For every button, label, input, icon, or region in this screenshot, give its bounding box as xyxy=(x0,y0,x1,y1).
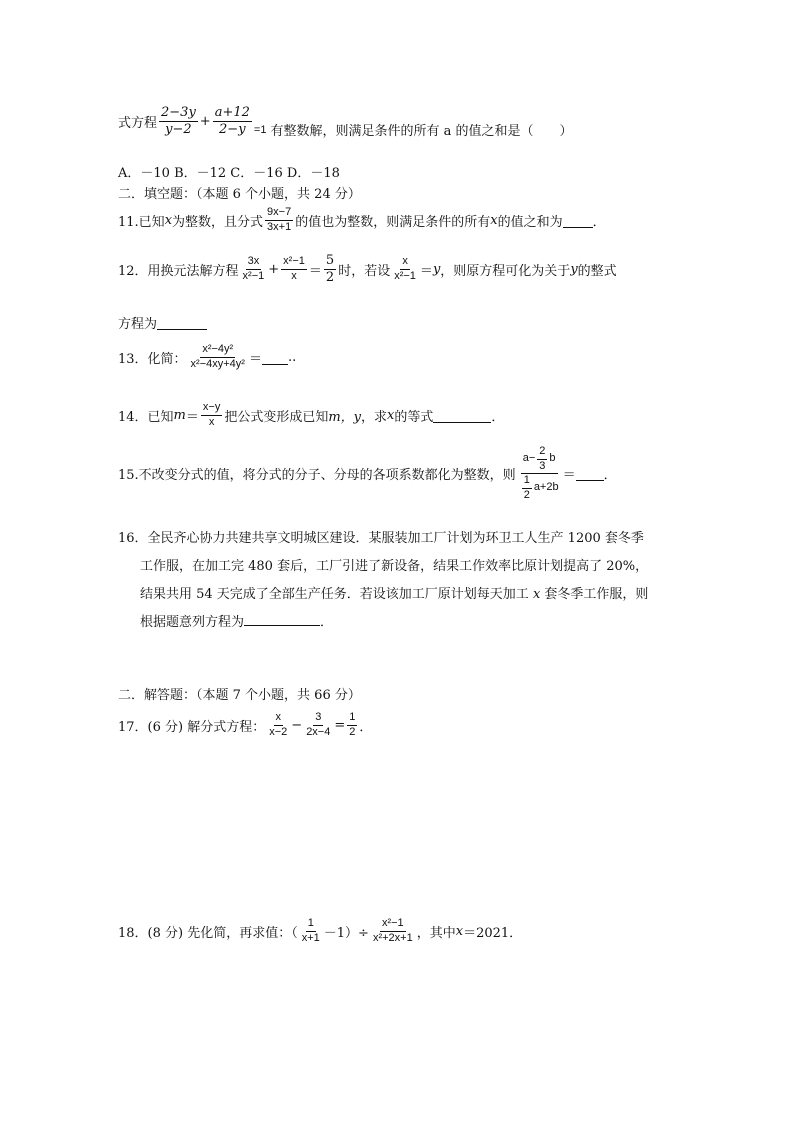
q13-answer-blank[interactable] xyxy=(262,350,288,365)
q11-answer-blank[interactable] xyxy=(563,213,593,228)
q15-complex-fraction: a− $\frac{2}{3}$ b $\frac{1}{2}$ a+2b xyxy=(522,445,559,501)
q10-prefix: 式方程 xyxy=(118,116,158,131)
q12-answer-blank[interactable] xyxy=(157,315,207,330)
q10-fraction-2: $\frac{a+12}{2-y}$ xyxy=(214,105,250,137)
q14-fraction: $\frac{x-y}{x}$ xyxy=(202,401,221,428)
section-solve-title: 二．解答题：（本题 7 个小题，共 66 分） xyxy=(118,688,361,703)
q18-fraction-1: $\frac{1}{x+1}$ xyxy=(301,917,320,944)
q14-answer-blank[interactable] xyxy=(433,408,491,423)
q11: 11.已知 x 为整数，且分式 $\frac{9x-7}{3x+1}$ 的值也为整数，则满足条件的所有 x 的值之和为 ． xyxy=(118,206,606,233)
q17-fraction-2: $\frac{3}{2x-4}$ xyxy=(306,711,331,738)
q10-line: 式方程 $\frac{2-3y}{y-2}$ + $\frac{a+12}{2-y}$ =1 有整数解，则满足条件的所有 a 的值之和是（ ） xyxy=(118,105,573,139)
section-fill-blank-title: 二．填空题：（本题 6 个小题，共 24 分） xyxy=(118,187,361,202)
q10-options: A．－10 B．－12 C．－16 D．－18 xyxy=(118,166,340,181)
q12-fraction-3: $\frac{5}{2}$ xyxy=(325,253,335,285)
q12-line2: 方程为 xyxy=(118,313,207,332)
q12-fraction-2: $\frac{\text{x²−1}}{x}$ xyxy=(283,255,305,282)
q12-fraction-4: $\frac{x}{\text{x²−1}}$ xyxy=(394,255,416,282)
q12-fraction-1: $\frac{3x}{\text{x²−1}}$ xyxy=(242,255,265,282)
q15: 15.不改变分式的值，将分式的分子、分母的各项系数都化为整数，则 a− $\frac{2}{3}$ b $\frac{1}{2}$ a+2b ＝ ． xyxy=(118,445,617,501)
q11-fraction: $\frac{9x-7}{3x+1}$ xyxy=(267,206,292,233)
q18-fraction-2: $\frac{\text{x²−1}}{\text{x²+2x+1}}$ xyxy=(372,917,413,944)
q15-answer-blank[interactable] xyxy=(576,466,604,481)
q10-fraction-1: $\frac{2-3y}{y-2}$ xyxy=(161,105,196,137)
q18: 18．(8 分) 先化简，再求值：（ $\frac{1}{x+1}$ －1）÷ $\frac{\text{x²−1}}{\text{x²+2x+1}}$ ，其中 x ＝2021． xyxy=(118,917,523,944)
q12: 12．用换元法解方程 $\frac{3x}{\text{x²−1}}$ + $\frac{\text{x²−1}}{x}$ ＝ $\frac{5}{2}$ 时，若设 $\frac{x}{\text{x²−1}}$ ＝ y ，则原方程可化为关于 y 的整式 xyxy=(118,253,617,285)
q17-fraction-3: $\frac{1}{2}$ xyxy=(349,711,356,738)
q17-fraction-1: $\frac{x}{x-2}$ xyxy=(269,711,288,738)
q16: 16．全民齐心协力共建共享文明城区建设．某服装加工厂计划为环卫工人生产 1200 套冬季 工作服，在加工完 480 套后，工厂引进了新设备，结果工作效率比原计划提高了 20%， 结果共用 54 天完成了全部生产任务．若设该加工厂原计划每天加工 x 套冬季工作服，则 根据题意列方程为 ． xyxy=(118,531,649,630)
q13: 13．化简： $\frac{\text{x²−4y²}}{\text{x²−4xy+4y²}}$ ＝ .. xyxy=(118,343,297,370)
q13-fraction: $\frac{\text{x²−4y²}}{\text{x²−4xy+4y²}}$ xyxy=(190,343,245,370)
q14: 14．已知 m ＝ $\frac{x-y}{x}$ 把公式变形成已知 m，y ，求 x 的等式 ． xyxy=(118,401,505,428)
q16-answer-blank[interactable] xyxy=(244,611,320,626)
q17: 17．(6 分) 解分式方程： $\frac{x}{x-2}$ − $\frac{3}{2x-4}$ = $\frac{1}{2}$ ． xyxy=(118,711,373,738)
